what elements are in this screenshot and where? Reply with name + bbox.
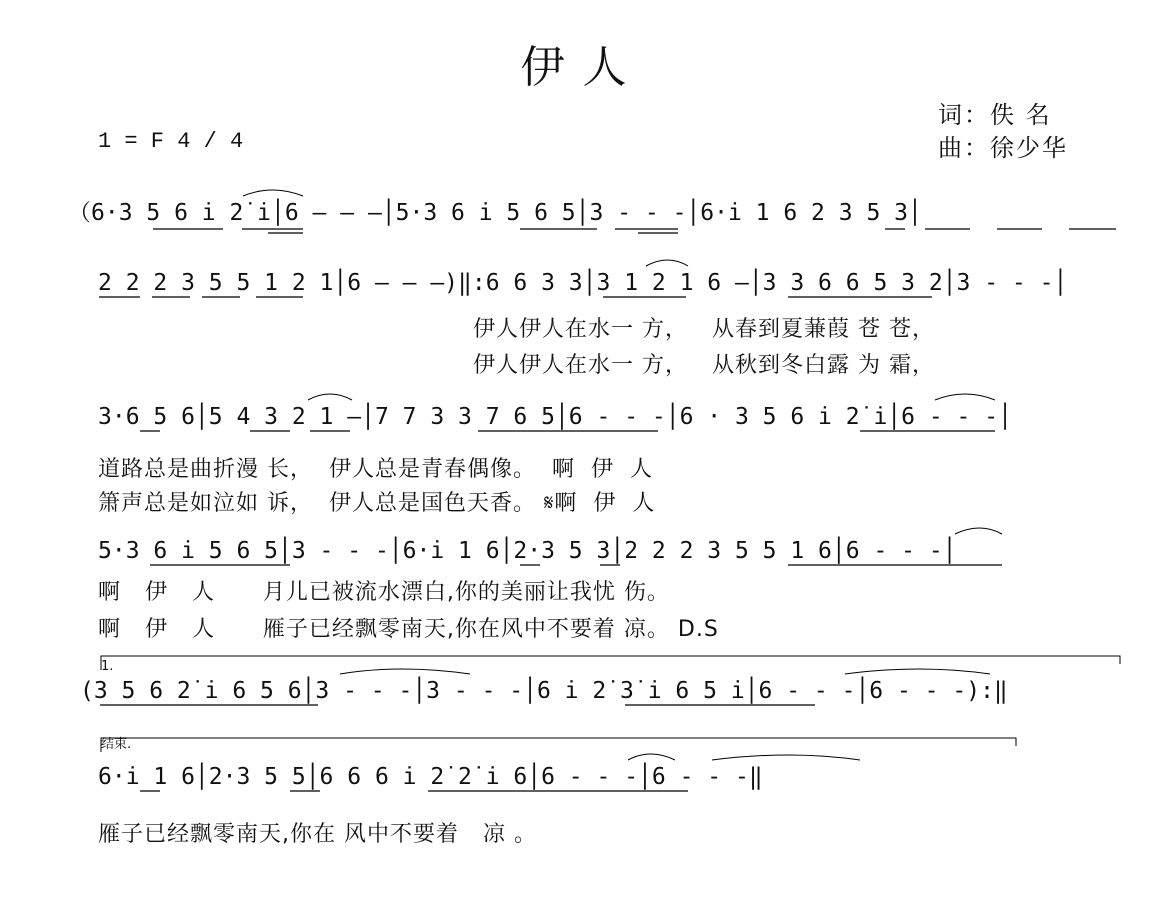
volta-bracket-first: [101, 656, 1120, 670]
key-signature: 1 = F 4 / 4: [98, 129, 244, 154]
lyricist-credit: 词：佚 名: [938, 101, 1052, 129]
notation-line-6: 6·i̇ 1 6│2·3 5 5│6 6 6 i̇ 2̇ 2̇ i̇ 6│6 - - -│6 - - -‖: [98, 764, 763, 790]
notation-line-1: （6·3 5 6 i̇ 2̇ i̇│6 — — —│5·3 6 i̇ 5 6 5│3 - - -│6·i̇ 1 6 2 3 5 3│: [68, 200, 922, 226]
lyrics-line-4-verse-1: 啊 伊 人 月儿已被流水漂白,你的美丽让我忧 伤。: [98, 580, 670, 605]
slur: [712, 755, 860, 760]
lyrics-line-2-verse-1: 伊人伊人在水一 方， 从春到夏蒹葭 苍 苍，: [473, 317, 935, 342]
notation-line-5: (3 5 6 2̇ i̇ 6 5 6│3 - - -│3 - - -│6 i̇ 2̇ 3̇ i̇ 6 5 i̇│6 - - -│6 - - -):‖: [80, 678, 1008, 704]
composer-credit: 曲：徐少华: [938, 134, 1068, 162]
slur: [308, 394, 352, 400]
slur: [935, 394, 995, 400]
notation-line-2: 2 2 2 3 5 5 1 2 1│6 — — —)‖:6 6 3 3│3 1 2 1 6 —│3 3 6 6 5 3 2│3 - - -│: [98, 270, 1068, 296]
lyrics-line-3-verse-1: 道路总是曲折漫 长， 伊人总是青春偶像。 啊 伊 人: [98, 457, 653, 482]
notation-line-4: 5·3 6 i̇ 5 6 5│3 - - -│6·i̇ 1 6│2·3 5 3│2 2 2 3 5 5 1 6│6 - - -│: [98, 538, 957, 564]
volta-label-ending: 结束.: [101, 737, 132, 752]
slur: [243, 190, 303, 196]
lyrics-line-4-verse-2: 啊 伊 人 雁子已经飘零南天,你在风中不要着 凉。 D.S: [98, 617, 719, 642]
volta-bracket-ending: [101, 738, 1016, 752]
notation-line-3: 3·6 5 6│5 4 3 2 1 —│7 7 3 3 7 6 5│6 - - -│6 · 3 5 6 i̇ 2̇ i̇│6 - - -│: [98, 404, 1012, 430]
lyrics-line-3-verse-2: 箫声总是如泣如 诉， 伊人总是国色天香。 𝄋啊 伊 人: [98, 491, 656, 516]
lyrics-line-2-verse-2: 伊人伊人在水一 方， 从秋到冬白露 为 霜，: [473, 353, 935, 378]
volta-label-first: 1.: [101, 659, 114, 674]
page-title: 伊 人: [520, 42, 629, 93]
slur: [340, 669, 470, 674]
slur: [845, 669, 990, 674]
lyrics-line-6: 雁子已经飘零南天,你在 风中不要着 凉 。: [98, 822, 537, 847]
slur: [646, 260, 688, 266]
slur: [955, 528, 1002, 534]
slur: [628, 754, 675, 760]
